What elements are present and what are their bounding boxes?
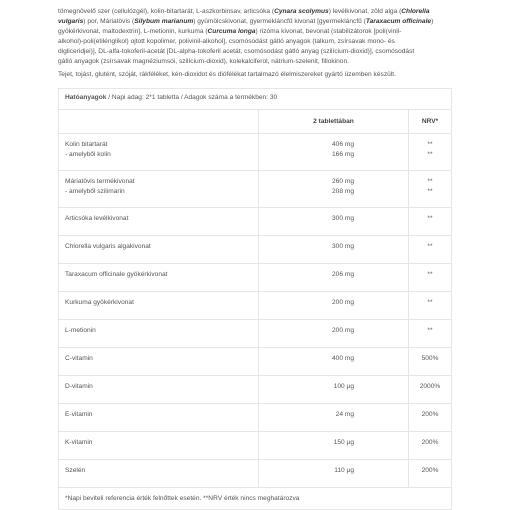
ingredient-amount-line: 208 mg [332,188,354,195]
ingredient-name [59,404,259,432]
ingredient-name-line: Kolin bitartarát [65,141,108,148]
ingredient-amount [259,134,409,171]
ingredient-name-line: E-vitamin [65,411,93,418]
column-header-row [59,110,452,134]
ingredient-nrv-line: ** [427,243,433,250]
ingredient-amount [259,320,409,348]
table-row [59,171,452,208]
ingredient-amount [259,264,409,292]
ingredient-amount-line: 300 mg [332,215,354,222]
table-row [59,208,452,236]
ingredient-amount-line: 24 mg [335,411,354,418]
ingredient-name [59,264,259,292]
ingredient-amount-line: 206 mg [332,271,354,278]
ingredient-nrv-line: ** [427,271,433,278]
column-header-ingredient [59,110,259,134]
table-caption [59,89,452,110]
ingredient-nrv-line: 200% [421,467,439,474]
table-row [59,376,452,404]
ingredient-amount-line: 400 mg [332,355,354,362]
ingredient-amount [259,208,409,236]
latin-name: Taraxacum officinale [365,18,432,25]
ingredient-amount-line: 166 mg [332,151,354,158]
ingredient-name-line: Kurkuma gyökérkivonat [65,299,134,306]
ingredients-text-part: ) gyümölcskivonat, gyermekláncfű kivonat [gyermekláncfű ( [193,18,366,25]
ingredient-name [59,236,259,264]
ingredient-nrv-line: ** [427,327,433,334]
ingredient-nrv [409,292,452,320]
ingredient-name [59,460,259,488]
table-header-row [59,89,452,110]
ingredients-text-part: gyökérkivonat, maltodextrin], L-metionin, kurkuma ( [58,28,208,35]
ingredient-name [59,208,259,236]
ingredient-name-line: K-vitamin [65,439,93,446]
latin-name: Silybum marianum [134,18,194,25]
ingredients-line: gátló anyagok (zsírsavak magnéziumsói, szilícium-dioxid), kolekalciferol, nátrium-szelenit, fillokinon. [58,58,349,65]
ingredients-text-part: ) rizóma kivonat, bevonat (stabilizátorok [poli(vinil- [255,28,402,35]
column-header-nrv: NRV* [409,110,452,134]
ingredient-name-line: D-vitamin [65,383,93,390]
ingredients-line: digliceridjei)], DL-alfa-tokoferil-acetát [DL-alpha-tokoferil acetát, csomósodást gátló anyag (szilícium-dioxid)], csomósodást [58,48,415,55]
ingredient-amount [259,348,409,376]
ingredient-nrv-line: ** [427,178,433,185]
ingredient-nrv [409,320,452,348]
nutrition-table [58,88,452,510]
ingredients-line: alkohol)-poli(etilénglikol) ojtott kopolimer, polivinil-alkohol], csomósodást gátló anyagok (talkum, zsírsavak mono- és [58,38,395,45]
ingredient-name-line: Taraxacum officinale gyökérkivonat [65,271,168,278]
table-row [59,432,452,460]
ingredient-amount-line: 260 mg [332,178,354,185]
ingredient-nrv [409,376,452,404]
ingredient-nrv-line: ** [427,299,433,306]
ingredient-nrv-line: 200% [421,411,439,418]
latin-name: Chlorella [401,8,430,15]
table-footnote: *Napi beviteli referencia érték felnőttek esetén. **NRV érték nincs meghatározva [59,488,452,510]
column-header-amount: 2 tablettában [259,110,409,134]
ingredient-name [59,134,259,171]
ingredient-nrv [409,404,452,432]
ingredient-amount [259,171,409,208]
latin-name: vulgaris [58,18,84,25]
ingredients-text-part: ) levélkivonat, zöld alga ( [328,8,402,15]
ingredient-name-line: Máriatövis termékivonat [65,178,135,185]
ingredient-nrv-line: ** [427,151,433,158]
ingredient-nrv-line: 2000% [419,383,441,390]
ingredient-amount [259,376,409,404]
table-row [59,264,452,292]
ingredient-nrv-line: 200% [421,439,439,446]
ingredient-nrv-line: ** [427,188,433,195]
ingredient-nrv [409,432,452,460]
ingredient-nrv [409,460,452,488]
ingredient-name [59,171,259,208]
ingredient-amount [259,460,409,488]
ingredient-amount [259,236,409,264]
ingredient-nrv-line: 500% [421,355,439,362]
ingredients-text-part: tömegnövelő szer (cellulózgél), kolin-bitartarát, L-aszkorbinsav, articsóka ( [58,8,275,15]
ingredient-amount-line: 200 mg [332,327,354,334]
table-caption-rest: / Napi adag: 2*1 tabletta / Adagok száma a termékben: 30 [106,94,278,101]
ingredient-name-line: L-metionin [65,327,96,334]
ingredients-text-part: ) [431,18,434,25]
ingredient-nrv-line: ** [427,141,433,148]
ingredient-amount-line: 406 mg [332,141,354,148]
table-row [59,404,452,432]
ingredient-name-line: Chlorella vulgaris algakivonat [65,243,151,250]
product-info-page [58,0,452,510]
ingredient-name-line: - amelyből szilimarin [65,188,125,195]
ingredients-text-part: ) por, Máriatövis ( [83,18,135,25]
latin-name: Curcuma longa [207,28,256,35]
ingredient-amount [259,292,409,320]
ingredient-nrv-line: ** [427,215,433,222]
latin-name: Cynara scolymus [274,8,329,15]
ingredient-name-line: Articsóka levélkivonat [65,215,129,222]
table-row [59,348,452,376]
footnote-row [59,488,452,510]
ingredient-name-line: - amelyből kolin [65,151,111,158]
ingredient-nrv [409,134,452,171]
ingredient-nrv [409,171,452,208]
ingredient-name-line: C-vitamin [65,355,93,362]
ingredient-amount-line: 200 mg [332,299,354,306]
table-row [59,320,452,348]
ingredient-nrv [409,236,452,264]
ingredients-text [58,0,452,67]
ingredient-name-line: Szelén [65,467,86,474]
ingredient-nrv [409,208,452,236]
ingredient-name [59,348,259,376]
ingredient-nrv [409,264,452,292]
table-caption-bold: Hatóanyagok [65,94,107,101]
ingredient-name [59,432,259,460]
allergen-note: Tejet, tojást, glutént, szóját, rákféléket, kén-dioxidot és diófélékat tartalmazó élelmiszereket gyártó üzemben készült. [58,71,396,78]
ingredient-amount-line: 150 µg [333,439,354,446]
ingredient-name [59,292,259,320]
table-row [59,236,452,264]
ingredient-amount [259,404,409,432]
table-row [59,460,452,488]
ingredient-name [59,376,259,404]
ingredient-amount-line: 110 µg [334,467,354,474]
ingredient-amount [259,432,409,460]
ingredient-name [59,320,259,348]
ingredient-nrv [409,348,452,376]
ingredient-amount-line: 100 µg [333,383,354,390]
ingredient-amount-line: 300 mg [332,243,354,250]
table-row [59,292,452,320]
table-row [59,134,452,171]
